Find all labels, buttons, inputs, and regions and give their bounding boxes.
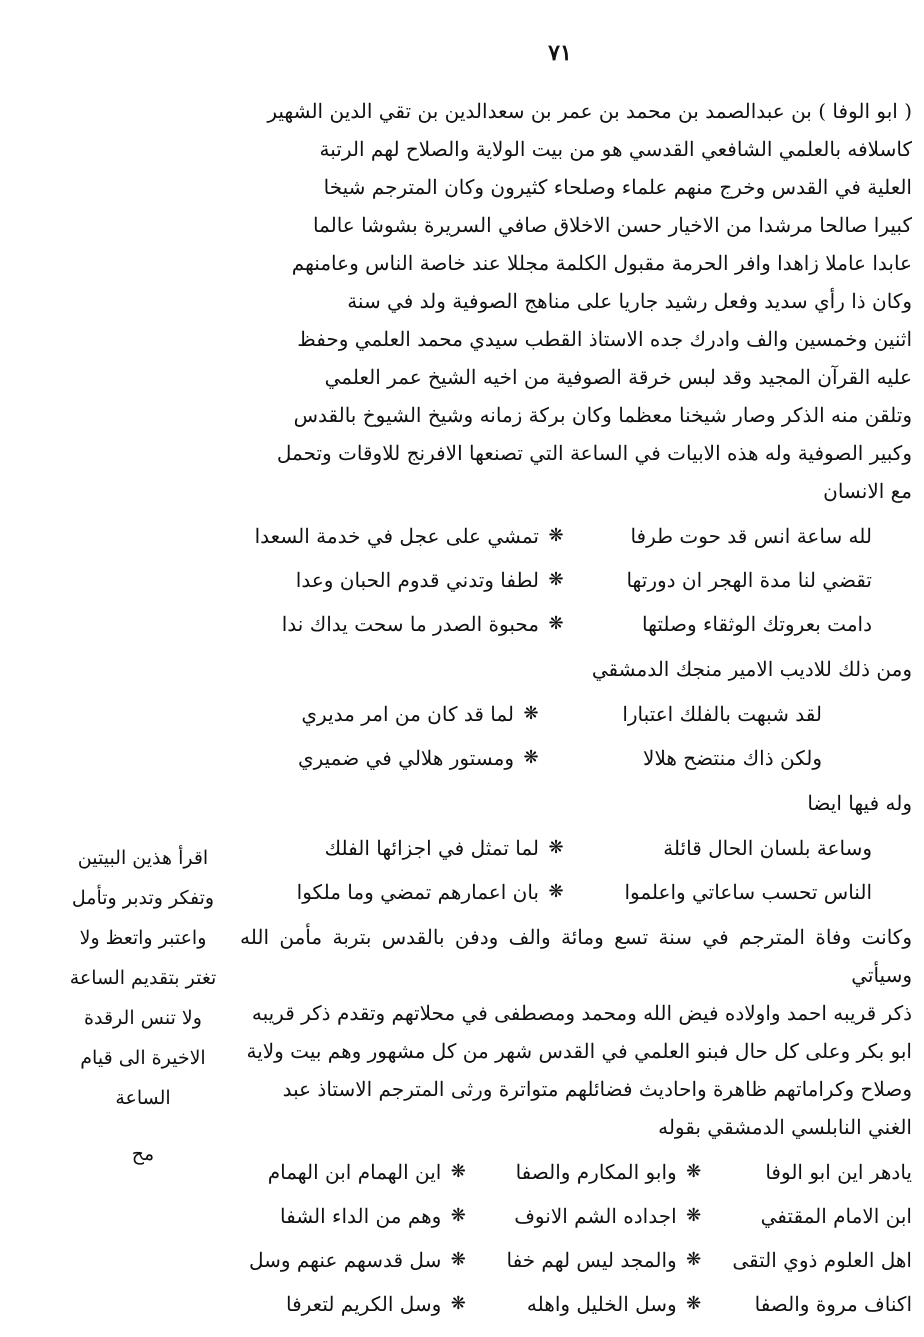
text-line: عابدا عاملا زاهدا وافر الحرمة مقبول الكلمة مجللا عند خاصة الناس وعامنهم <box>291 251 912 275</box>
paragraph-biography <box>240 92 912 510</box>
verse-first-hemistich: وساعة بلسان الحال قائلة <box>663 836 872 860</box>
verse-line <box>240 736 822 780</box>
verse-line <box>240 826 872 870</box>
verse-line <box>240 870 872 914</box>
separator-ornament: ❋ <box>450 1205 466 1226</box>
margin-note-line: واعتبر واتعظ ولا <box>79 927 207 949</box>
text-line: اثنين وخمسين والف وادرك جده الاستاذ القطب سيدي محمد العلمي وحفظ <box>297 327 912 351</box>
separator-ornament: ❋ <box>523 747 539 768</box>
text-line: ابو بكر وعلى كل حال فبنو العلمي في القدس شهر من كل مشهور وهم بيت ولاية <box>246 1039 912 1063</box>
verse-second-hemistich: محبوة الصدر ما سحت يداك ندا <box>281 612 539 636</box>
verse-first-part: اكناف مروة والصفا <box>754 1292 912 1316</box>
separator-ornament: ❋ <box>450 1249 466 1270</box>
verse-third-part: اين الهمام ابن الهمام <box>267 1160 442 1184</box>
poem-elegy <box>240 1150 912 1326</box>
text-line: كبيرا صالحا مرشدا من الاخيار حسن الاخلاق صافي السريرة بشوشا عالما <box>312 213 912 237</box>
verse-second-part: وسل الخليل واهله <box>526 1292 677 1316</box>
text-line: وتلقن منه الذكر وصار شيخنا معظما وكان بركة زمانه وشيخ الشيوخ بالقدس <box>293 403 912 427</box>
text-line: الغني النابلسي الدمشقي بقوله <box>658 1115 912 1139</box>
text-line: وكان ذا رأي سديد وفعل رشيد جاريا على مناهج الصوفية ولد في سنة <box>347 289 912 313</box>
verse-second-hemistich: لما تمثل في اجزائها الفلك <box>324 836 539 860</box>
text-line: ذكر قريبه احمد واولاده فيض الله ومحمد ومصطفى في محلاتهم وتقدم ذكر قريبه <box>251 1001 912 1025</box>
margin-note-line: وتفكر وتدبر وتأمل <box>71 887 215 909</box>
verse-third-part: سل قدسهم عنهم وسل <box>248 1248 442 1272</box>
verse-second-part: اجداده الشم الانوف <box>514 1204 677 1228</box>
margin-note-line: الساعة <box>115 1087 171 1109</box>
verse-second-hemistich: ومستور هلالي في ضميري <box>297 746 514 770</box>
poem-introduction: وله فيها ايضا <box>807 791 912 815</box>
verse-second-part: والمجد ليس لهم خفا <box>506 1248 677 1272</box>
verse-first-hemistich: تقضي لنا مدة الهجر ان دورتها <box>626 568 872 592</box>
text-line: مع الانسان <box>823 479 912 503</box>
poem-watch-second <box>240 826 912 914</box>
text-line: وكبير الصوفية وله هذه الابيات في الساعة التي تصنعها الافرنج للاوقات وتحمل <box>276 441 912 465</box>
verse-line <box>240 558 872 602</box>
verse-first-part: ابن الامام المقتفي <box>760 1204 912 1228</box>
verse-second-hemistich: لطفا وتدني قدوم الحبان وعدا <box>295 568 539 592</box>
verse-line <box>240 1150 912 1194</box>
text-line: وصلاح وكراماتهم ظاهرة واحاديث فضائلهم متواترة ورثى المترجم الاستاذ عبد <box>282 1077 912 1101</box>
poem-manjak <box>240 692 912 780</box>
separator-ornament: ❋ <box>686 1293 702 1314</box>
poem-introduction: ومن ذلك للاديب الامير منجك الدمشقي <box>591 657 912 681</box>
verse-line <box>240 602 872 646</box>
separator-ornament: ❋ <box>450 1161 466 1182</box>
verse-second-hemistich: لما قد كان من امر مديري <box>301 702 514 726</box>
verse-third-part: وسل الكريم لتعرفا <box>285 1292 442 1316</box>
margin-note-line: اقرأ هذين البيتين <box>77 847 209 869</box>
page-number: ٧١ <box>548 40 572 66</box>
verse-line <box>240 1238 912 1282</box>
separator-ornament: ❋ <box>686 1205 702 1226</box>
text-line: وكانت وفاة المترجم في سنة تسع ومائة والف ودفن بالقدس بتربة مأمن الله وسيأتي <box>240 925 912 987</box>
verse-second-hemistich: بان اعمارهم تمضي وما ملكوا <box>296 880 539 904</box>
verse-second-hemistich: تمشي على عجل في خدمة السعدا <box>254 524 539 548</box>
margin-note-line: الاخيرة الى قيام <box>80 1047 206 1069</box>
separator-ornament: ❋ <box>548 613 564 634</box>
separator-ornament: ❋ <box>548 837 564 858</box>
separator-ornament: ❋ <box>686 1249 702 1270</box>
paragraph-death <box>240 918 912 1146</box>
verse-first-hemistich: الناس تحسب ساعاتي واعلموا <box>624 880 872 904</box>
text-line: عليه القرآن المجيد وقد لبس خرقة الصوفية من اخيه الشيخ عمر العلمي <box>324 365 912 389</box>
poem-watch <box>240 514 912 646</box>
margin-note-mark: مح <box>131 1143 155 1165</box>
verse-first-hemistich: لقد شبهت بالفلك اعتبارا <box>622 702 822 726</box>
margin-note-line: تغتر بتقديم الساعة <box>69 967 217 989</box>
verse-first-hemistich: لله ساعة انس قد حوت طرفا <box>630 524 872 548</box>
verse-first-hemistich: ولكن ذاك منتضح هلالا <box>643 746 822 770</box>
separator-ornament: ❋ <box>548 525 564 546</box>
verse-line <box>240 692 822 736</box>
verse-line <box>240 514 872 558</box>
verse-line <box>240 1282 912 1326</box>
margin-note-line: ولا تنس الرقدة <box>84 1007 202 1029</box>
verse-third-part: وهم من الداء الشفا <box>280 1204 442 1228</box>
text-line: ( ابو الوفا ) بن عبدالصمد بن محمد بن عمر بن سعدالدين بن تقي الدين الشهير <box>267 99 912 123</box>
separator-ornament: ❋ <box>548 881 564 902</box>
verse-line <box>240 1194 912 1238</box>
page-body <box>240 92 912 1330</box>
verse-first-hemistich: دامت بعروتك الوثقاء وصلتها <box>642 612 872 636</box>
separator-ornament: ❋ <box>450 1293 466 1314</box>
text-line: كاسلافه بالعلمي الشافعي القدسي هو من بيت الولاية والصلاح لهم الرتبة <box>319 137 912 161</box>
separator-ornament: ❋ <box>548 569 564 590</box>
text-line: العلية في القدس وخرج منهم علماء وصلحاء كثيرون وكان المترجم شيخا <box>323 175 912 199</box>
verse-first-part: اهل العلوم ذوي التقى <box>732 1248 912 1272</box>
verse-second-part: وابو المكارم والصفا <box>515 1160 677 1184</box>
separator-ornament: ❋ <box>523 703 539 724</box>
separator-ornament: ❋ <box>686 1161 702 1182</box>
margin-note <box>58 838 228 1174</box>
verse-first-part: يادهر اين ابو الوفا <box>765 1160 912 1184</box>
